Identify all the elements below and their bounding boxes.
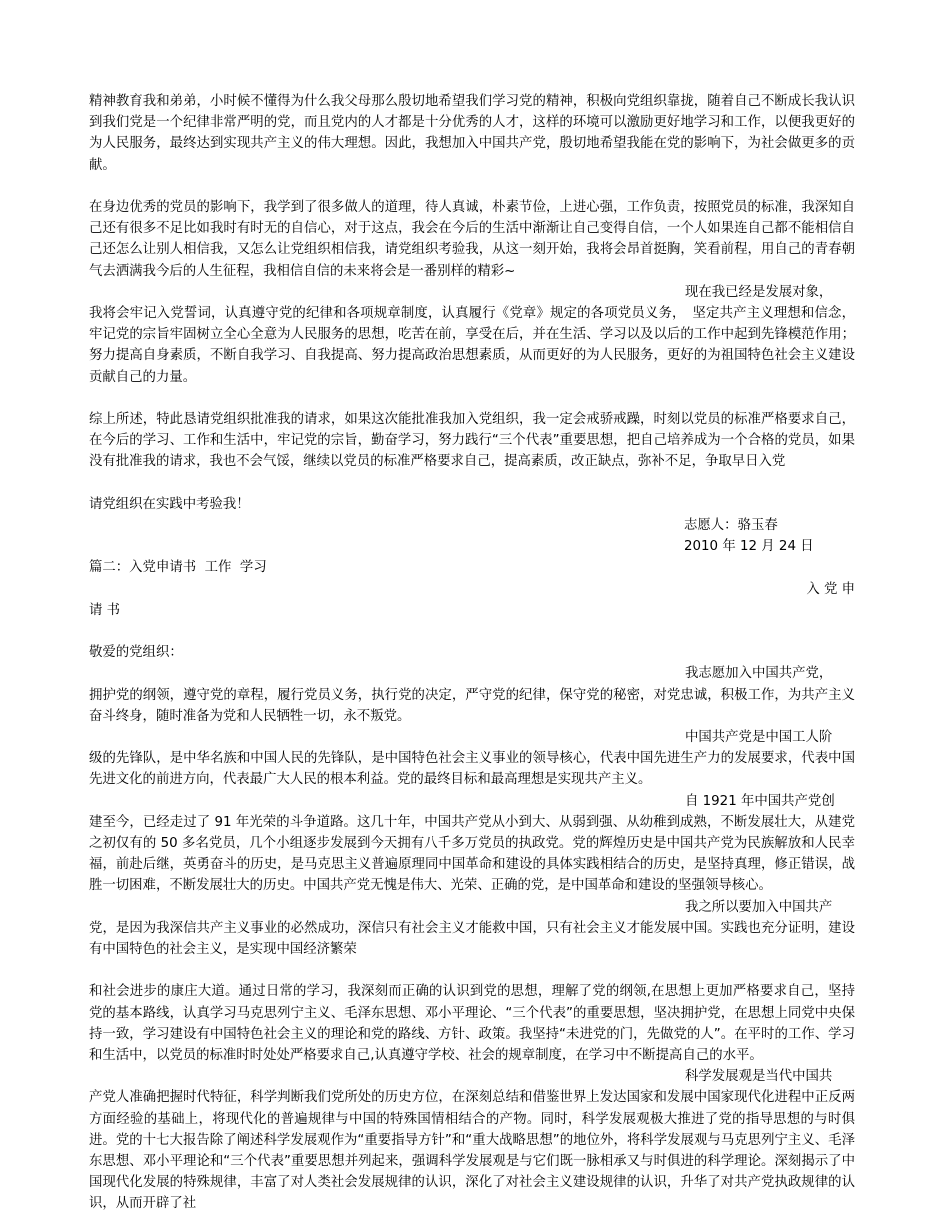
paragraph-3-lead: 现在我已经是发展对象， [685,284,833,300]
paragraph-7: 级的先锋队，是中华名族和中国人民的先锋队，是中国特色社会主义事业的领导核心，代表中国先进生产力的发展要求，代表中国先进文化的前进方向，代表最广大人民的根本利益。党的最终目标和最高理想是实现共产主义。 [89,751,855,788]
paragraph-8-lead: 自 1921 年中国共产党创 [685,793,835,809]
blank-line [89,473,855,494]
paragraph-11: 产党人准确把握时代特征，科学判断我们党所处的历史方位，在深刻总结和借鉴世界上发达国家和发展中国家现代化进程中正反两方面经验的基础上，将现代化的普遍规律与中国的特殊国情相结合的产物。同时，科学发展观极大推进了党的指导思想的与时俱进。党的十七大报告除了阐述科学发展观作为“重要指导方针”和“重大战略思想”的地位外，将科学发展观与马克思列宁主义、毛泽东思想、邓小平理论和“三个代表”重要思想并列起来，强调科学发展观是与它们既一脉相承又与时俱进的科学理论。深刻揭示了中国现代化发展的特殊规律，丰富了对人类社会发展规律的认识，深化了对社会主义建设规律的认识，升华了对共产党执政规律的认识，从而开辟了社 [89,1090,855,1212]
paragraph-1: 精神教育我和弟弟，小时候不懂得为什么我父母那么殷切地希望我们学习党的精神，积极向党组织靠拢，随着自己不断成长我认识到我们党是一个纪律非常严明的党，而且党内的人才都是十分优秀的人才，这样的环境可以激励更好地学习和工作，以便我更好的为人民服务，最终达到实现共产主义的伟大理想。因此，我想加入中国共产党，殷切地希望我能在党的影响下，为社会做更多的贡献。 [89,94,855,173]
paragraph-2: 在身边优秀的党员的影响下，我学到了很多做人的道理，待人真诚，朴素节俭，上进心强，工作负责，按照党员的标准，我深知自己还有很多不足比如我时有时无的自信心，对于这点，我会在今后的生活中渐渐让自己变得自信，一个人如果连自己都不能相信自己还怎么让别人相信我，又怎么让党组织相信我，请党组织考验我，从这一刻开始，我将会昂首挺胸，笑看前程，用自己的青春朝气去洒满我今后的人生征程，我相信自信的未来将会是一番别样的精彩~ [89,200,855,279]
paragraph-6: 拥护党的纲领，遵守党的章程，履行党员义务，执行党的决定，严守党的纪律，保守党的秘密，对党忠诚，积极工作，为共产主义奋斗终身，随时准备为党和人民牺牲一切，永不叛党。 [89,687,855,724]
paragraph-8: 建至今，已经走过了 91 年光荣的斗争道路。这几十年，中国共产党从小到大、从弱到强、从幼稚到成熟，不断发展壮大，从建党之初仅有的 50 多名党员，几个小组逐步发展到今天拥有八千多万党员的执政党。党的辉煌历史是中国共产党为民族解放和人民幸福，前赴后继，英勇奋斗的历史，是马克思主义普遍原理同中国革命和建设的具体实践相结合的历史，是坚持真理，修正错误，战胜一切困难，不断发展壮大的历史。中国共产党无愧是伟大、光荣、正确的党，是中国革命和建设的坚强领导核心。 [89,814,855,894]
section-heading: 篇二：入党申请书 工作 学习 [89,560,267,576]
paragraph-9: 党，是因为我深信共产主义事业的必然成功，深信只有社会主义才能救中国，只有社会主义才能发展中国。实践也充分证明，建设有中国特色的社会主义，是实现中国经济繁荣 [89,920,855,958]
blank-line [89,960,855,981]
paragraph-3: 我将会牢记入党誓词，认真遵守党的纪律和各项规章制度，认真履行《党章》规定的各项党员义务， 坚定共产主义理想和信念，牢记党的宗旨牢固树立全心全意为人民服务的思想，吃苦在前，享受在后，并在生活、学习以及以后的工作中起到先锋模范作用；努力提高自身素质，不断自我学习、自我提高、努力提高政治思想素质，从而更好的为人民服务，更好的为祖国特色社会主义建设贡献自己的力量。 [89,306,855,385]
signature-date: 2010 年 12 月 24 日 [684,539,814,555]
title-part-1: 入 党 申 [806,581,855,597]
blank-line [89,621,855,642]
blank-line [89,176,855,197]
paragraph-7-lead: 中国共产党是中国工人阶 [685,730,833,746]
salutation: 敬爱的党组织： [89,645,183,661]
blank-line [89,388,855,409]
paragraph-5: 请党组织在实践中考验我！ [89,496,250,512]
document-page [89,91,855,1215]
paragraph-4: 综上所述，特此恳请党组织批准我的请求，如果这次能批准我加入党组织，我一定会戒骄戒躁，时刻以党员的标准严格要求自己，在今后的学习、工作和生活中，牢记党的宗旨，勤奋学习，努力践行“三个代表”重要思想，把自己培养成为一个合格的党员，如果没有批准我的请求，我也不会气馁，继续以党员的标准严格要求自己，提高素质，改正缺点，弥补不足，争取早日入党 [89,412,855,470]
paragraph-9-lead: 我之所以要加入中国共产 [685,899,833,915]
paragraph-10: 和社会进步的康庄大道。通过日常的学习，我深刻而正确的认识到党的思想，理解了党的纲领,在思想上更加严格要求自己，坚持党的基本路线，认真学习马克思列宁主义、毛泽东思想、邓小平理论、“三个代表”的重要思想，坚决拥护党，在思想上同党中央保持一致，学习建设有中国特色社会主义的理论和党的路线、方针、政策。我坚持“未进党的门，先做党的人”。在平时的工作、学习和生活中，以党员的标准时时处处严格要求自己,认真遵守学校、社会的规章制度，在学习中不断提高自己的水平。 [89,984,855,1064]
title-part-2: 请 书 [89,602,121,618]
paragraph-6-lead: 我志愿加入中国共产党， [685,666,833,682]
signature-name: 志愿人：骆玉春 [684,518,778,534]
paragraph-11-lead: 科学发展观是当代中国共 [685,1069,833,1085]
